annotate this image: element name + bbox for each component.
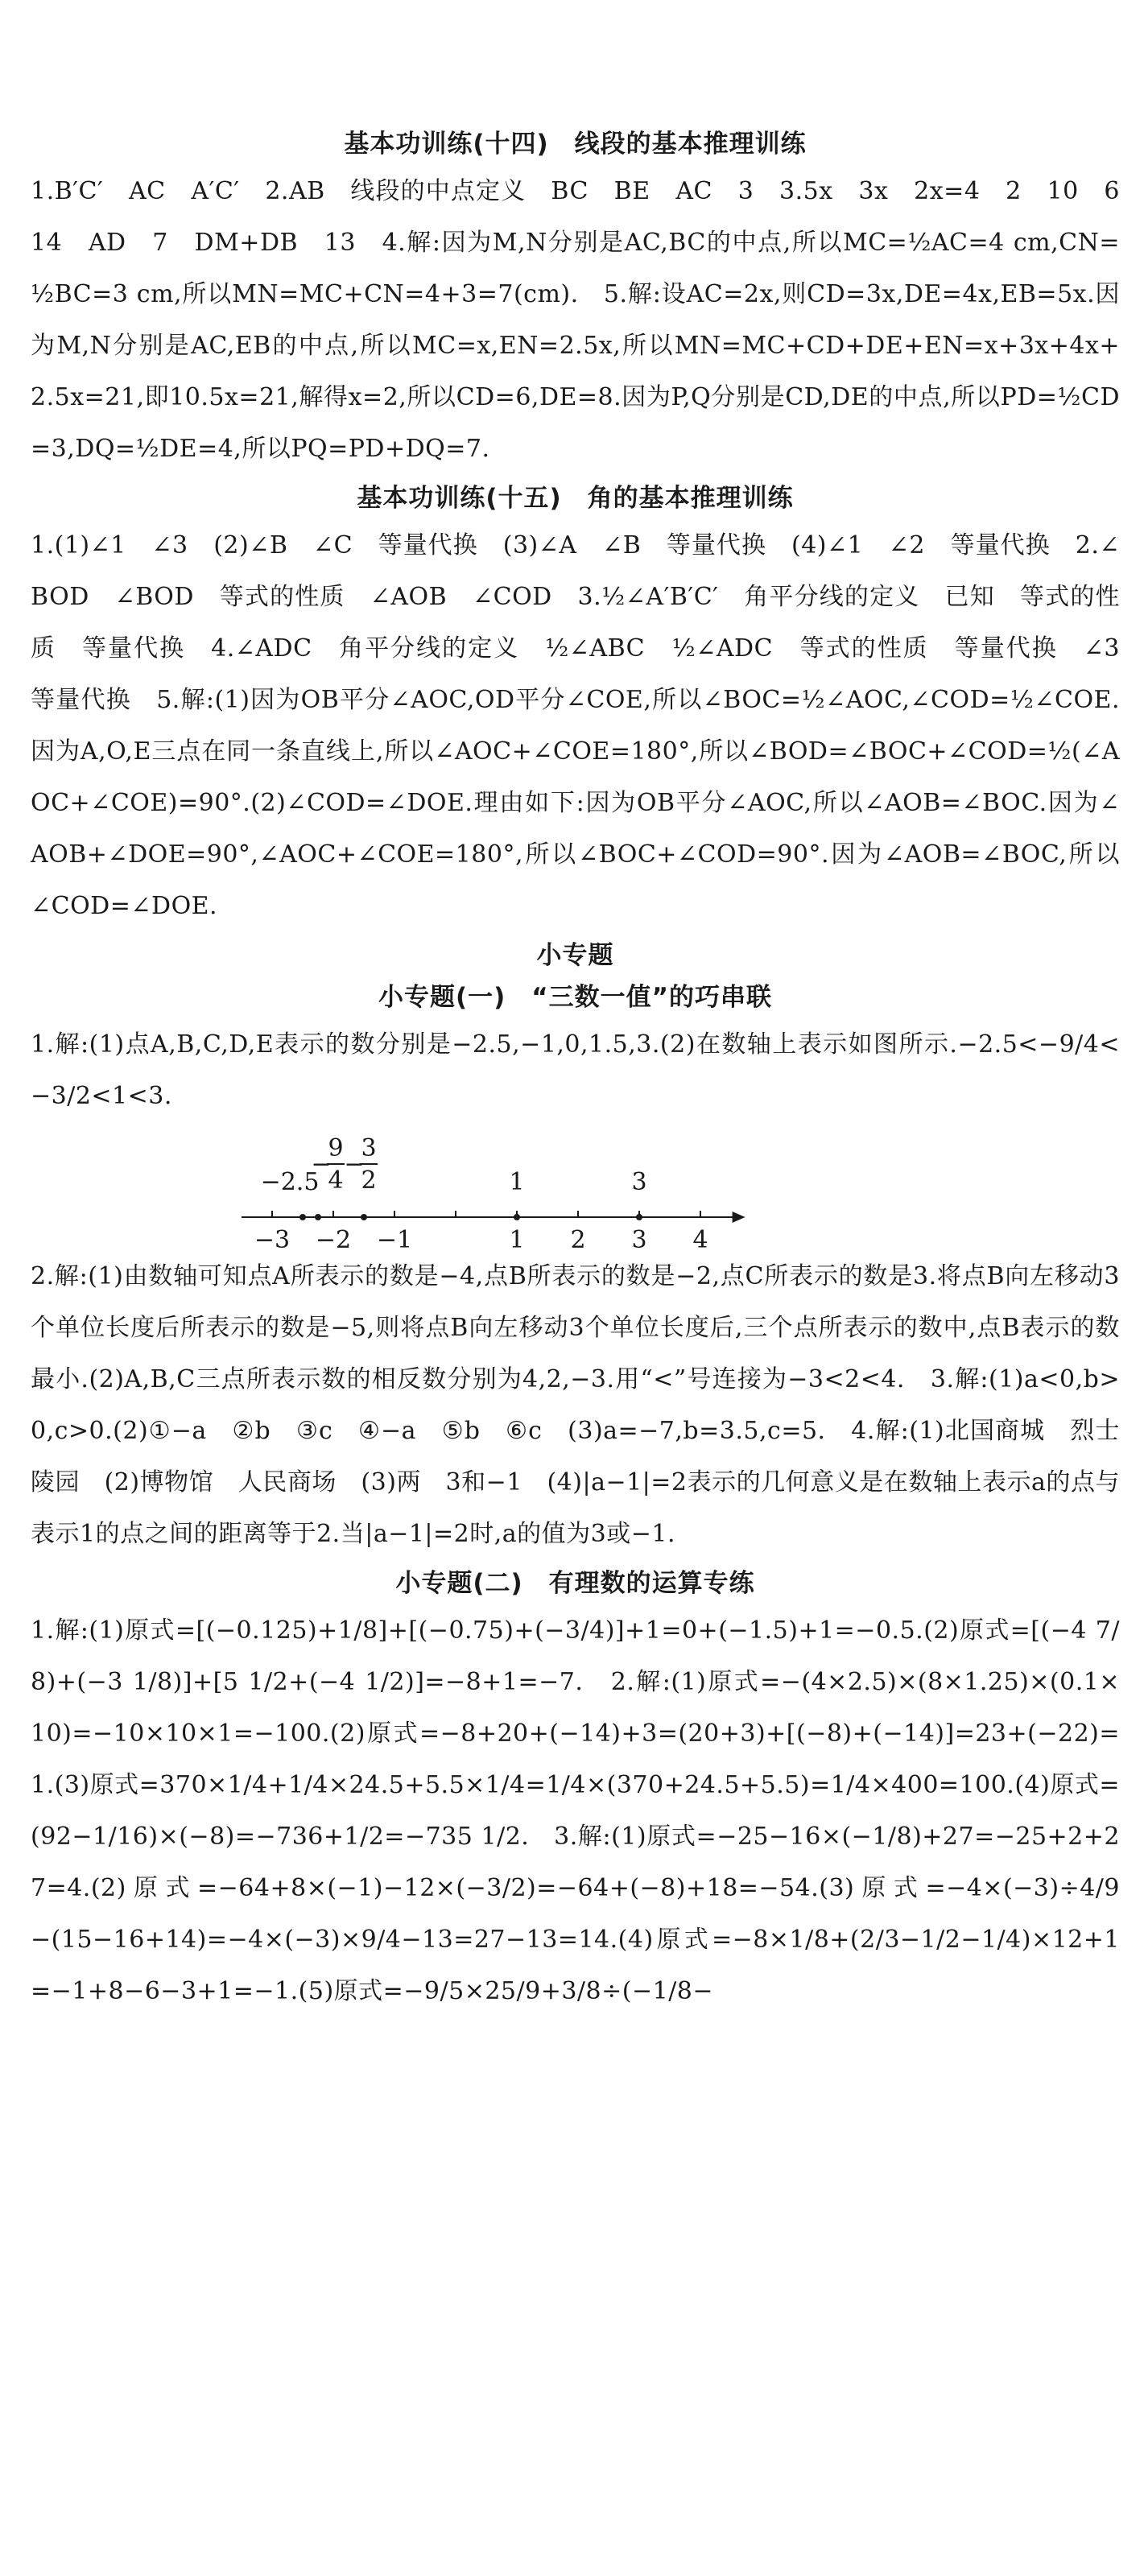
section-title-15: 基本功训练(十五) 角的基本推理训练 — [357, 484, 794, 513]
number-line-figure — [31, 1127, 1120, 1248]
number-line-label: −2.5 — [260, 1168, 320, 1196]
small-topic-2-body: 1.解:(1)原式=[(−0.125)+1/8]+[(−0.75)+(−3/4)]+1=0+(−1.5)+1=−0.5.(2)原式=[(−4 7/8)+(−3 1/8)]+[5 1/2+(−4 1/2)]=−8+1=−7. 2.解:(1)原式=−(4×2.5)×(8×1.25)×(0.1×10)=−10×10×1=−100.(2)原式=−8+20+(−14)+3=(20+3)+[(−8)+(−14)]=23+(−22)=1.(3)原式=370×1/4+1/4×24.5+5.5×1/4=1/4×(370+24.5+5.5)=1/4×400=100.(4)原式=(92−1/16)×(−8)=−736+1/2=−735 1/2. 3.解:(1)原式=−25−16×(−1/8)+27=−25+2+27=4.(2)原式=−64+8×(−1)−12×(−3/2)=−64+(−8)+18=−54.(3)原式=−4×(−3)÷4/9−(15−16+14)=−4×(−3)×9/4−13=27−13=14.(4)原式=−8×1/8+(2/3−1/2−1/4)×12+1=−1+8−6−3+1=−1.(5)原式=−9/5×25/9+3/8÷(−1/8− — [31, 1616, 1120, 2005]
number-line-point — [299, 1214, 306, 1220]
small-topic-heading: 小专题 — [536, 941, 614, 970]
number-line-label-numerator: 3 — [361, 1134, 377, 1162]
number-line-point — [514, 1214, 520, 1220]
number-line-tick-label: 4 — [692, 1226, 708, 1248]
number-line-label-denominator: 2 — [361, 1166, 377, 1195]
number-line-point — [315, 1214, 321, 1220]
number-line-label-sign: − — [344, 1150, 365, 1179]
number-line-label: 3 — [631, 1168, 647, 1196]
number-line-tick-label: 2 — [570, 1226, 586, 1248]
number-line-tick-label: −1 — [376, 1226, 413, 1248]
number-line-tick-label: −2 — [315, 1226, 352, 1248]
number-line-label-numerator: 9 — [328, 1134, 344, 1162]
section-body-14: 1.B′C′ AC A′C′ 2.AB 线段的中点定义 BC BE AC 3 3.5x 3x 2x=4 2 10 6 14 AD 7 DM+DB 13 4.解:因为M,N分别是AC,BC的中点,所以MC=½AC=4 cm,CN=½BC=3 cm,所以MN=MC+CN=4+3=7(cm). 5.解:设AC=2x,则CD=3x,DE=4x,EB=5x.因为M,N分别是AC,EB的中点,所以MC=x,EN=2.5x,所以MN=MC+CD+DE+EN=x+3x+4x+2.5x=21,即10.5x=21,解得x=2,所以CD=6,DE=8.因为P,Q分别是CD,DE的中点,所以PD=½CD=3,DQ=½DE=4,所以PQ=PD+DQ=7. — [31, 177, 1144, 463]
number-line — [31, 1127, 1120, 1248]
number-line-tick-label: 1 — [509, 1226, 525, 1248]
number-line-point — [361, 1214, 367, 1220]
number-line-tick-label: −3 — [254, 1226, 291, 1248]
number-line-point — [636, 1214, 642, 1220]
small-topic-1-body-a: 1.解:(1)点A,B,C,D,E表示的数分别是−2.5,−1,0,1.5,3.(2)在数轴上表示如图所示.−2.5<−9/4<−3/2<1<3. — [31, 1030, 1120, 1110]
small-topic-1-body-b: 2.解:(1)由数轴可知点A所表示的数是−4,点B所表示的数是−2,点C所表示的数是3.将点B向左移动3个单位长度后所表示的数是−5,则将点B向左移动3个单位长度后,三个点所表示的数中,点B表示的数最小.(2)A,B,C三点所表示数的相反数分别为4,2,−3.用“<”号连接为−3<2<4. 3.解:(1)a<0,b>0,c>0.(2)①−a ②b ③c ④−a ⑤b ⑥c (3)a=−7,b=3.5,c=5. 4.解:(1)北国商城 烈士陵园 (2)博物馆 人民商场 (3)两 3和−1 (4)|a−1|=2表示的几何意义是在数轴上表示a的点与表示1的点之间的距离等于2.当|a−1|=2时,a的值为3或−1. — [31, 1262, 1120, 1548]
number-line-label-denominator: 4 — [328, 1166, 344, 1195]
small-topic-2-title: 小专题(二) 有理数的运算专练 — [395, 1569, 755, 1598]
small-topic-1-title: 小专题(一) “三数一值”的巧串联 — [378, 983, 773, 1012]
number-line-tick-label: 3 — [631, 1226, 647, 1248]
section-body-15: 1.(1)∠1 ∠3 (2)∠B ∠C 等量代换 (3)∠A ∠B 等量代换 (4)∠1 ∠2 等量代换 2.∠BOD ∠BOD 等式的性质 ∠AOB ∠COD 3.½∠A′B′C′ 角平分线的定义 已知 等式的性质 等量代换 4.∠ADC 角平分线的定义 ½∠ABC ½∠ADC 等式的性质 等量代换 ∠3 等量代换 5.解:(1)因为OB平分∠AOC,OD平分∠COE,所以∠BOC=½∠AOC,∠COD=½∠COE.因为A,O,E三点在同一条直线上,所以∠AOC+∠COE=180°,所以∠BOD=∠BOC+∠COD=½(∠AOC+∠COE)=90°.(2)∠COD=∠DOE.理由如下:因为OB平分∠AOC,所以∠AOB=∠BOC.因为∠AOB+∠DOE=90°,∠AOC+∠COE=180°,所以∠BOC+∠COD=90°.因为∠AOB=∠BOC,所以∠COD=∠DOE. — [31, 531, 1144, 920]
number-line-label: 1 — [509, 1168, 525, 1196]
number-line-label-sign: − — [311, 1150, 332, 1179]
number-line-arrow — [733, 1212, 745, 1223]
section-title-14: 基本功训练(十四) 线段的基本推理训练 — [344, 130, 807, 159]
